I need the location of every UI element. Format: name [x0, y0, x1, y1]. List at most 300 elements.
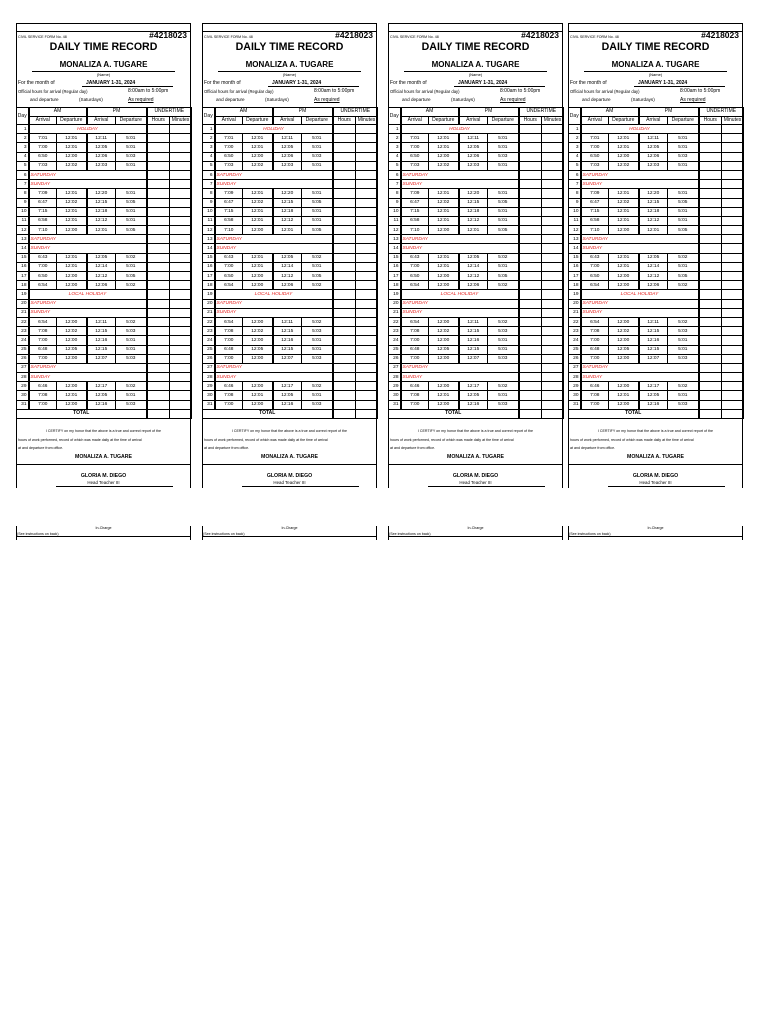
day-number: 11 — [389, 216, 401, 225]
am-arrival: 6:50 — [215, 272, 243, 281]
pm-arrival: 12:11 — [273, 317, 302, 326]
am-arrival: 7:00 — [29, 143, 57, 152]
undertime-hours — [519, 207, 542, 216]
pm-arrival: 12:11 — [639, 134, 668, 143]
pm-arrival: 12:20 — [459, 189, 488, 198]
undertime-hours — [333, 235, 356, 244]
form-title: DAILY TIME RECORD — [421, 41, 530, 53]
undertime-minutes — [722, 400, 744, 409]
pm-departure: 5:05 — [668, 198, 699, 207]
undertime-minutes — [722, 382, 744, 391]
name-label: (Name) — [96, 72, 111, 77]
table-row — [17, 290, 192, 299]
undertime-hours — [699, 299, 722, 308]
pm-arrival: 12:05 — [273, 143, 302, 152]
day-note: SATURDAY — [29, 235, 147, 244]
pm-departure: 5:02 — [302, 317, 333, 326]
am-departure: 12:01 — [243, 391, 273, 400]
undertime-minutes — [170, 207, 192, 216]
undertime-minutes — [170, 143, 192, 152]
official-hours-label-2: and departure — [30, 97, 59, 102]
undertime-hours — [699, 382, 722, 391]
am-departure: 12:01 — [243, 262, 273, 271]
am-departure: 12:02 — [609, 161, 639, 170]
am-arrival: 7:09 — [581, 189, 609, 198]
pm-departure: 5:05 — [116, 226, 147, 235]
pm-departure: 5:03 — [116, 152, 147, 161]
undertime-minutes — [356, 317, 378, 326]
divider — [202, 464, 377, 465]
am-arrival: 7:00 — [581, 262, 609, 271]
day-number: 6 — [389, 170, 401, 179]
pm-departure: 5:02 — [116, 253, 147, 262]
divider — [568, 536, 743, 537]
day-number: 25 — [569, 345, 581, 354]
day-note: SATURDAY — [215, 235, 333, 244]
undertime-hours — [699, 152, 722, 161]
day-number: 29 — [569, 382, 581, 391]
am-arrival: 7:00 — [401, 354, 429, 363]
pm-arrival: 12:20 — [639, 189, 668, 198]
day-number: 20 — [17, 299, 29, 308]
pm-departure: 5:01 — [302, 134, 333, 143]
table-row — [203, 152, 378, 161]
pm-departure: 5:02 — [668, 382, 699, 391]
form-number: CIVIL SERVICE FORM No. 48 — [390, 35, 439, 39]
day-note: HOLIDAY — [581, 125, 699, 134]
table-row — [203, 244, 378, 253]
day-number: 26 — [569, 354, 581, 363]
undertime-hours — [699, 391, 722, 400]
undertime-hours — [147, 152, 170, 161]
divider — [634, 86, 725, 87]
pm-departure: 5:01 — [668, 143, 699, 152]
divider — [16, 23, 191, 24]
day-note: SATURDAY — [401, 299, 519, 308]
pm-arrival: 12:11 — [459, 134, 488, 143]
table-row — [389, 299, 564, 308]
undertime-hours — [147, 244, 170, 253]
am-arrival: 6:58 — [401, 216, 429, 225]
header-arrival: Arrival — [215, 116, 243, 125]
am-arrival: 6:43 — [29, 253, 57, 262]
am-arrival: 7:00 — [29, 400, 57, 409]
header-arrival: Arrival — [29, 116, 57, 125]
divider — [568, 464, 743, 465]
pm-arrival: 12:16 — [459, 336, 488, 345]
undertime-hours — [519, 198, 542, 207]
pm-arrival: 12:12 — [639, 216, 668, 225]
pm-departure: 5:01 — [116, 143, 147, 152]
undertime-minutes — [722, 262, 744, 271]
undertime-minutes — [542, 391, 564, 400]
undertime-minutes — [356, 198, 378, 207]
header-day: Day — [17, 108, 29, 125]
pm-arrival: 12:16 — [459, 400, 488, 409]
undertime-hours — [519, 262, 542, 271]
undertime-hours — [699, 281, 722, 290]
undertime-minutes — [722, 290, 744, 299]
undertime-minutes — [170, 308, 192, 317]
divider — [454, 86, 545, 87]
undertime-hours — [147, 299, 170, 308]
day-number: 18 — [17, 281, 29, 290]
undertime-minutes — [356, 272, 378, 281]
employee-name: MONALIZA A. TUGARE — [611, 60, 700, 69]
am-arrival: 7:00 — [581, 400, 609, 409]
undertime-minutes — [542, 363, 564, 372]
undertime-hours — [333, 226, 356, 235]
am-departure: 12:02 — [57, 198, 87, 207]
divider — [242, 486, 359, 487]
undertime-hours — [333, 336, 356, 345]
am-arrival: 7:08 — [215, 391, 243, 400]
am-departure: 12:01 — [429, 262, 459, 271]
divider — [16, 464, 191, 465]
undertime-hours — [333, 327, 356, 336]
pm-departure: 5:01 — [488, 345, 519, 354]
day-number: 16 — [17, 262, 29, 271]
am-departure: 12:00 — [57, 382, 87, 391]
employee-signature-name: MONALIZA A. TUGARE — [261, 454, 318, 460]
pm-departure: 5:01 — [668, 207, 699, 216]
undertime-hours — [147, 262, 170, 271]
undertime-hours — [519, 391, 542, 400]
certify-line: I CERTIFY on my honor that the above is a true and correct report of the — [417, 429, 534, 433]
am-departure: 12:00 — [609, 317, 639, 326]
undertime-minutes — [722, 391, 744, 400]
certify-line: hours of work performed, record of which was made daily at the time of arrival — [390, 437, 514, 442]
time-record-table — [388, 107, 564, 419]
day-number: 16 — [569, 262, 581, 271]
am-departure: 12:00 — [243, 400, 273, 409]
pm-departure: 5:01 — [116, 336, 147, 345]
name-label: (Name) — [648, 72, 663, 77]
table-row — [569, 235, 744, 244]
day-number: 21 — [203, 308, 215, 317]
pm-departure: 5:03 — [668, 400, 699, 409]
table-row — [17, 299, 192, 308]
pm-arrival: 12:07 — [639, 354, 668, 363]
pm-departure: 5:01 — [488, 216, 519, 225]
undertime-hours — [147, 281, 170, 290]
day-note: SATURDAY — [401, 235, 519, 244]
day-note: SUNDAY — [29, 373, 147, 382]
table-row — [569, 262, 744, 271]
table-row — [569, 354, 744, 363]
undertime-hours — [519, 244, 542, 253]
day-number: 31 — [389, 400, 401, 409]
header-departure: Departure — [609, 116, 639, 125]
am-arrival: 6:48 — [401, 345, 429, 354]
divider — [388, 23, 563, 24]
form-number: CIVIL SERVICE FORM No. 48 — [204, 35, 253, 39]
day-number: 20 — [569, 299, 581, 308]
am-arrival: 6:58 — [215, 216, 243, 225]
pm-arrival: 12:18 — [273, 207, 302, 216]
undertime-minutes — [542, 235, 564, 244]
day-number: 21 — [569, 308, 581, 317]
pm-arrival: 12:07 — [273, 354, 302, 363]
table-row — [203, 134, 378, 143]
total-hours — [519, 409, 542, 418]
am-arrival: 7:00 — [215, 336, 243, 345]
table-row — [569, 180, 744, 189]
day-number: 21 — [389, 308, 401, 317]
am-arrival: 6:46 — [215, 382, 243, 391]
day-number: 10 — [569, 207, 581, 216]
undertime-minutes — [170, 327, 192, 336]
am-departure: 12:01 — [429, 216, 459, 225]
am-departure: 12:00 — [57, 336, 87, 345]
am-arrival: 7:00 — [581, 336, 609, 345]
table-row — [389, 216, 564, 225]
saturdays-label: (Saturdays) — [451, 97, 475, 102]
undertime-minutes — [356, 262, 378, 271]
back-instructions-note: (See instructions on back) — [569, 532, 611, 536]
saturdays-label: (Saturdays) — [631, 97, 655, 102]
pm-arrival: 12:15 — [459, 327, 488, 336]
day-number: 26 — [203, 354, 215, 363]
pm-arrival: 12:15 — [273, 345, 302, 354]
am-arrival: 6:46 — [29, 382, 57, 391]
am-departure: 12:01 — [57, 189, 87, 198]
day-number: 2 — [203, 134, 215, 143]
divider — [202, 536, 377, 537]
undertime-hours — [699, 235, 722, 244]
saturdays-value: As required — [128, 97, 154, 103]
day-number: 25 — [389, 345, 401, 354]
divider — [388, 464, 563, 465]
undertime-minutes — [170, 180, 192, 189]
pm-arrival: 12:12 — [273, 272, 302, 281]
am-arrival: 7:00 — [29, 336, 57, 345]
official-hours-value: 8:00am to 5:00pm — [500, 88, 541, 94]
am-departure: 12:00 — [57, 281, 87, 290]
undertime-hours — [699, 125, 722, 134]
pm-departure: 5:01 — [116, 134, 147, 143]
am-arrival: 7:09 — [401, 189, 429, 198]
pm-arrival: 12:15 — [87, 198, 116, 207]
undertime-minutes — [170, 336, 192, 345]
day-note: LOCAL HOLIDAY — [401, 290, 519, 299]
am-departure: 12:01 — [243, 216, 273, 225]
undertime-hours — [147, 400, 170, 409]
day-number: 18 — [569, 281, 581, 290]
am-departure: 12:01 — [57, 216, 87, 225]
undertime-hours — [519, 125, 542, 134]
table-row — [203, 290, 378, 299]
undertime-hours — [699, 143, 722, 152]
undertime-minutes — [722, 272, 744, 281]
total-hours — [333, 409, 356, 418]
undertime-hours — [519, 317, 542, 326]
am-departure: 12:00 — [429, 317, 459, 326]
pm-arrival: 12:12 — [639, 272, 668, 281]
pm-arrival: 12:17 — [273, 382, 302, 391]
certification-text — [390, 427, 561, 453]
pm-departure: 5:02 — [302, 281, 333, 290]
month-value: JANUARY 1-31, 2024 — [458, 80, 508, 86]
pm-arrival: 12:14 — [639, 262, 668, 271]
pm-departure: 5:01 — [488, 143, 519, 152]
day-note: SATURDAY — [401, 363, 519, 372]
am-arrival: 7:08 — [215, 327, 243, 336]
am-arrival: 7:03 — [401, 161, 429, 170]
day-number: 28 — [203, 373, 215, 382]
am-departure: 12:00 — [243, 354, 273, 363]
header-departure: Departure — [429, 116, 459, 125]
header-arrival: Arrival — [581, 116, 609, 125]
undertime-hours — [519, 152, 542, 161]
am-arrival: 7:15 — [29, 207, 57, 216]
saturdays-label: (Saturdays) — [265, 97, 289, 102]
day-note: SUNDAY — [401, 180, 519, 189]
table-row — [389, 354, 564, 363]
am-departure: 12:05 — [57, 345, 87, 354]
verifier-role: Head Teacher III — [273, 480, 306, 485]
table-row — [203, 180, 378, 189]
am-arrival: 6:50 — [401, 272, 429, 281]
day-number: 7 — [569, 180, 581, 189]
day-number: 19 — [17, 290, 29, 299]
day-number: 31 — [569, 400, 581, 409]
pm-departure: 5:01 — [488, 391, 519, 400]
am-arrival: 7:00 — [215, 262, 243, 271]
day-number: 4 — [569, 152, 581, 161]
am-arrival: 7:00 — [581, 143, 609, 152]
pm-departure: 5:05 — [668, 272, 699, 281]
pm-arrival: 12:20 — [273, 189, 302, 198]
saturdays-value: As required — [500, 97, 526, 103]
undertime-hours — [147, 345, 170, 354]
undertime-minutes — [542, 125, 564, 134]
pm-departure: 5:01 — [488, 207, 519, 216]
am-arrival: 7:08 — [29, 391, 57, 400]
day-number: 22 — [17, 317, 29, 326]
table-row — [17, 216, 192, 225]
pm-arrival: 12:05 — [639, 253, 668, 262]
day-number: 14 — [203, 244, 215, 253]
day-note: SUNDAY — [215, 244, 333, 253]
serial-number: #4218023 — [335, 30, 373, 40]
table-row — [203, 299, 378, 308]
undertime-hours — [519, 400, 542, 409]
total-minutes — [356, 409, 378, 418]
day-number: 15 — [17, 253, 29, 262]
undertime-hours — [699, 180, 722, 189]
table-row — [17, 253, 192, 262]
pm-departure: 5:01 — [302, 262, 333, 271]
undertime-minutes — [542, 272, 564, 281]
undertime-hours — [147, 290, 170, 299]
undertime-minutes — [722, 226, 744, 235]
undertime-hours — [519, 345, 542, 354]
pm-departure: 5:05 — [302, 198, 333, 207]
pm-arrival: 12:12 — [273, 216, 302, 225]
table-row — [203, 226, 378, 235]
undertime-minutes — [170, 281, 192, 290]
table-row — [17, 226, 192, 235]
undertime-hours — [699, 400, 722, 409]
table-row — [17, 170, 192, 179]
undertime-hours — [333, 125, 356, 134]
pm-departure: 5:05 — [488, 226, 519, 235]
certify-line: hours of work performed, record of which was made daily at the time of arrival — [570, 437, 694, 442]
undertime-hours — [147, 125, 170, 134]
am-departure: 12:02 — [243, 198, 273, 207]
undertime-hours — [519, 161, 542, 170]
undertime-hours — [333, 161, 356, 170]
table-row — [203, 308, 378, 317]
undertime-minutes — [542, 290, 564, 299]
undertime-hours — [519, 363, 542, 372]
table-row — [17, 391, 192, 400]
am-arrival: 7:00 — [215, 143, 243, 152]
table-row — [569, 308, 744, 317]
am-arrival: 6:48 — [215, 345, 243, 354]
undertime-hours — [519, 189, 542, 198]
am-arrival: 7:00 — [401, 400, 429, 409]
undertime-hours — [333, 198, 356, 207]
pm-arrival: 12:16 — [639, 336, 668, 345]
am-arrival: 6:47 — [401, 198, 429, 207]
undertime-minutes — [356, 290, 378, 299]
undertime-minutes — [542, 161, 564, 170]
header-pm: PM — [273, 108, 333, 117]
undertime-hours — [147, 134, 170, 143]
pm-departure: 5:05 — [668, 226, 699, 235]
undertime-hours — [519, 382, 542, 391]
total-minutes — [170, 409, 192, 418]
undertime-hours — [699, 317, 722, 326]
table-row — [389, 226, 564, 235]
day-number: 13 — [203, 235, 215, 244]
am-arrival: 7:08 — [581, 391, 609, 400]
undertime-minutes — [356, 226, 378, 235]
table-row — [203, 125, 378, 134]
undertime-minutes — [722, 281, 744, 290]
undertime-minutes — [722, 354, 744, 363]
pm-departure: 5:01 — [116, 262, 147, 271]
pm-arrival: 12:11 — [639, 317, 668, 326]
pm-arrival: 12:18 — [639, 207, 668, 216]
table-row — [389, 281, 564, 290]
am-arrival: 7:03 — [581, 161, 609, 170]
day-number: 5 — [17, 161, 29, 170]
undertime-hours — [519, 299, 542, 308]
am-departure: 12:00 — [429, 226, 459, 235]
table-row — [569, 327, 744, 336]
am-departure: 12:00 — [609, 382, 639, 391]
pm-departure: 5:02 — [302, 382, 333, 391]
day-number: 23 — [203, 327, 215, 336]
pm-arrival: 12:17 — [459, 382, 488, 391]
am-arrival: 6:48 — [581, 345, 609, 354]
am-arrival: 6:54 — [215, 317, 243, 326]
undertime-minutes — [542, 152, 564, 161]
am-arrival: 7:10 — [401, 226, 429, 235]
pm-arrival: 12:07 — [459, 354, 488, 363]
pm-departure: 5:02 — [488, 253, 519, 262]
am-arrival: 7:08 — [581, 327, 609, 336]
undertime-minutes — [356, 125, 378, 134]
table-row — [389, 170, 564, 179]
undertime-hours — [333, 134, 356, 143]
am-departure: 12:01 — [429, 189, 459, 198]
undertime-minutes — [170, 134, 192, 143]
table-row — [389, 235, 564, 244]
